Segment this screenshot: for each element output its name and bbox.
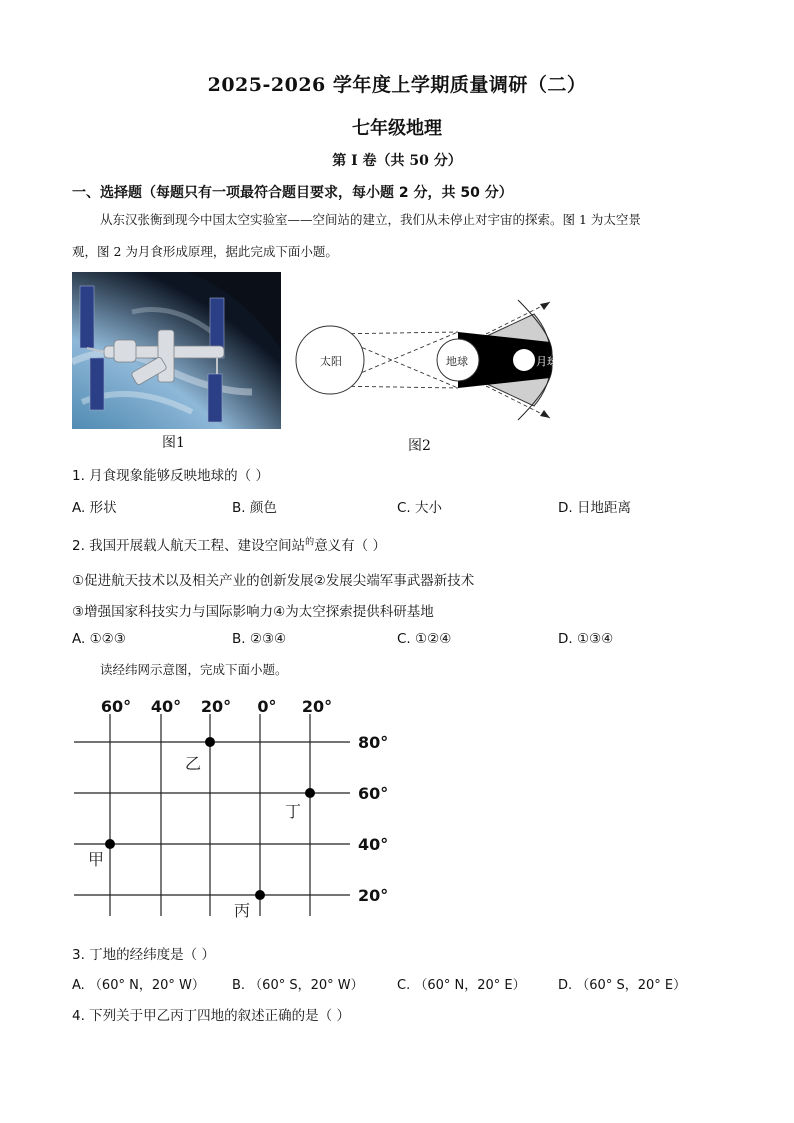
earth-label: 地球 <box>446 355 468 368</box>
part-title: 第 I 卷（共 50 分） <box>332 153 462 169</box>
q2-option-d[interactable]: D. ①③④ <box>558 631 614 647</box>
label-yi: 乙 <box>185 754 202 773</box>
question-1-stem: 1. 月食现象能够反映地球的（ ） <box>72 468 269 484</box>
question-4-stem: 4. 下列关于甲乙丙丁四地的叙述正确的是（ ） <box>72 1008 350 1024</box>
q1-option-c[interactable]: C. 大小 <box>397 500 443 516</box>
label-ding: 丁 <box>285 802 302 821</box>
exam-title: 2025-2026 学年度上学期质量调研（二） <box>207 74 587 96</box>
lon-label-20-east: 20° <box>301 697 333 716</box>
q2-option-c[interactable]: C. ①②④ <box>397 631 452 647</box>
intro-line-2: 观，图 2 为月食形成原理，据此完成下面小题。 <box>72 244 338 259</box>
grid-intro: 读经纬网示意图，完成下面小题。 <box>100 662 288 677</box>
figure-2-caption: 图2 <box>408 438 431 454</box>
lat-label-20: 20° <box>358 886 389 905</box>
lon-label-0: 0° <box>257 697 277 716</box>
question-2-stem: 2. 我国开展载人航天工程、建设空间站$^的$意义有（ ） <box>72 537 386 554</box>
lat-label-40: 40° <box>358 835 389 854</box>
subject-title: 七年级地理 <box>352 118 442 139</box>
sun-label: 太阳 <box>320 355 342 368</box>
q1-option-b[interactable]: B. 颜色 <box>232 500 277 516</box>
lon-label-40: 40° <box>150 697 182 716</box>
lunar-eclipse-diagram <box>288 292 568 424</box>
figure-1-caption: 图1 <box>162 435 185 451</box>
q1-option-d[interactable]: D. 日地距离 <box>558 500 631 516</box>
point-jia <box>105 839 115 849</box>
question-3-stem: 3. 丁地的经纬度是（ ） <box>72 947 215 963</box>
label-bing: 丙 <box>234 901 251 920</box>
q3-option-b[interactable]: B. （60° S，20° W） <box>232 978 364 993</box>
point-bing <box>255 890 265 900</box>
q1-option-a[interactable]: A. 形状 <box>72 500 117 516</box>
q2-option-b[interactable]: B. ②③④ <box>232 631 287 647</box>
point-ding <box>305 788 315 798</box>
intro-line-1: 从东汉张衡到现今中国太空实验室——空间站的建立，我们从未停止对宇宙的探索。图 1 为太空景 <box>100 212 641 227</box>
moon-label: 月球 <box>536 355 558 368</box>
q3-option-a[interactable]: A. （60° N，20° W） <box>72 978 205 993</box>
q2-items-line-1: ①促进航天技术以及相关产业的创新发展②发展尖端军事武器新技术 <box>72 573 475 589</box>
space-station-image <box>72 272 281 429</box>
point-yi <box>205 737 215 747</box>
moon-circle <box>513 349 535 371</box>
lat-label-60: 60° <box>358 784 389 803</box>
lon-label-20-west: 20° <box>200 697 232 716</box>
label-jia: 甲 <box>88 850 105 869</box>
q2-items-line-2: ③增强国家科技实力与国际影响力④为太空探索提供科研基地 <box>72 604 434 620</box>
q3-option-c[interactable]: C. （60° N，20° E） <box>397 978 526 993</box>
section-heading: 一、选择题（每题只有一项最符合题目要求，每小题 2 分，共 50 分） <box>72 185 513 201</box>
q2-option-a[interactable]: A. ①②③ <box>72 631 126 647</box>
lon-label-60: 60° <box>100 697 132 716</box>
lat-label-80: 80° <box>358 733 389 752</box>
q3-option-d[interactable]: D. （60° S，20° E） <box>558 978 687 993</box>
graticule-diagram <box>66 690 406 922</box>
